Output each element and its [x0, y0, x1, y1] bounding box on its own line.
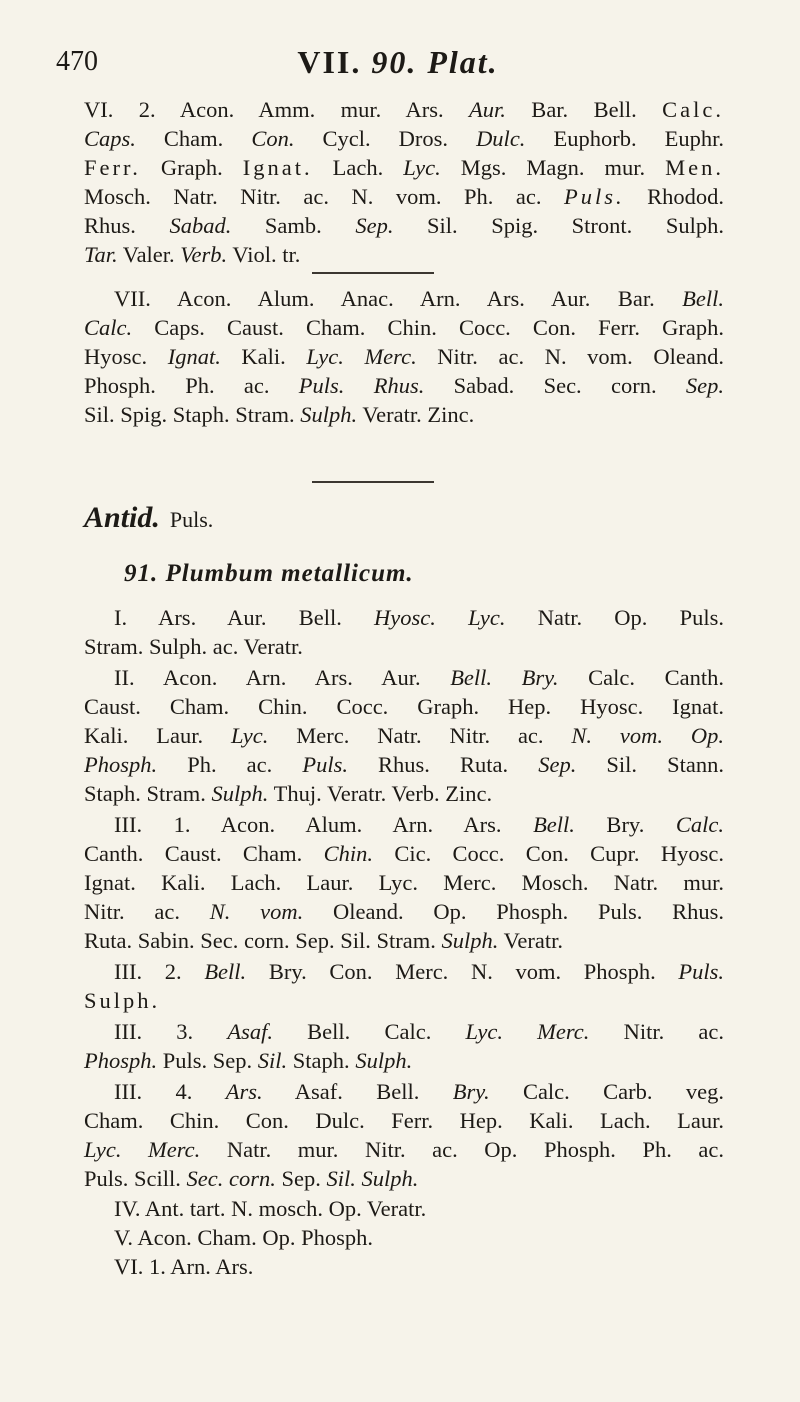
text-line: III. 2. Bell. Bry. Con. Merc. N. vom. Phosph. Puls.	[114, 959, 724, 984]
text-line: III. 1. Acon. Alum. Arn. Ars. Bell. Bry. Calc.	[114, 812, 724, 837]
text-line: Phosph. Ph. ac. Puls. Rhus. Ruta. Sep. Sil. Stann.	[84, 752, 724, 777]
running-head	[56, 44, 740, 81]
text-line: Ignat. Kali. Lach. Laur. Lyc. Merc. Mosch. Natr. mur.	[84, 870, 724, 895]
text-line: Phosph. Puls. Sep. Sil. Staph. Sulph.	[84, 1048, 413, 1073]
text-line: V. Acon. Cham. Op. Phosph.	[114, 1225, 373, 1250]
entry-v	[84, 1223, 724, 1252]
text-line: VI. 2. Acon. Amm. mur. Ars. Aur. Bar. Bell. Calc.	[84, 97, 724, 122]
text-line: VI. 1. Arn. Ars.	[114, 1254, 254, 1279]
page-number: 470	[56, 46, 98, 77]
entry-vi-2	[84, 95, 724, 269]
text-line: Sulph.	[84, 988, 161, 1013]
text-line: Puls. Scill. Sec. corn. Sep. Sil. Sulph.	[84, 1166, 419, 1191]
entry-vi-1	[84, 1252, 724, 1281]
text-line: Cham. Chin. Con. Dulc. Ferr. Hep. Kali. Lach. Laur.	[84, 1108, 724, 1133]
text-line: Tar. Valer. Verb. Viol. tr.	[84, 242, 301, 267]
running-head-roman: VII.	[297, 44, 362, 80]
text-line: Phosph. Ph. ac. Puls. Rhus. Sabad. Sec. corn. Sep.	[84, 373, 725, 398]
entry-iii-1	[84, 810, 724, 955]
entry-vii	[84, 284, 724, 429]
text-line: Ruta. Sabin. Sec. corn. Sep. Sil. Stram. Sulph. Veratr.	[84, 928, 563, 953]
text-line: Canth. Caust. Cham. Chin. Cic. Cocc. Con. Cupr. Hyosc.	[84, 841, 724, 866]
text-line: VII. Acon. Alum. Anac. Arn. Ars. Aur. Bar. Bell.	[114, 286, 724, 311]
text-line: III. 3. Asaf. Bell. Calc. Lyc. Merc. Nitr. ac.	[114, 1019, 725, 1044]
text-line: Caps. Cham. Con. Cycl. Dros. Dulc. Euphorb. Euphr.	[84, 126, 724, 151]
running-head-number: 90.	[371, 44, 418, 80]
text-line: Hyosc. Ignat. Kali. Lyc. Merc. Nitr. ac. N. vom. Oleand.	[84, 344, 724, 369]
entry-iii-3	[84, 1017, 724, 1075]
page-header	[56, 46, 740, 86]
text-line: Stram. Sulph. ac. Veratr.	[84, 634, 303, 659]
entry-iv	[84, 1194, 724, 1223]
text-line: I. Ars. Aur. Bell. Hyosc. Lyc. Natr. Op. Puls.	[114, 605, 725, 630]
text-line: Sil. Spig. Staph. Stram. Sulph. Veratr. Zinc.	[84, 402, 475, 427]
text-line: Rhus. Sabad. Samb. Sep. Sil. Spig. Stront. Sulph.	[84, 213, 724, 238]
text-line: II. Acon. Arn. Ars. Aur. Bell. Bry. Calc. Canth.	[114, 665, 724, 690]
text-line: IV. Ant. tart. N. mosch. Op. Veratr.	[114, 1196, 427, 1221]
remedy-heading: 91. Plumbum metallicum.	[124, 560, 414, 587]
text-line: Kali. Laur. Lyc. Merc. Natr. Nitr. ac. N. vom. Op.	[84, 723, 725, 748]
text-line: Mosch. Natr. Nitr. ac. N. vom. Ph. ac. Puls. Rhodod.	[84, 184, 724, 209]
entry-iii-2	[84, 957, 724, 1015]
divider-rule	[312, 481, 434, 483]
entry-ii	[84, 663, 724, 808]
antidote-heading: Antid. Puls.	[84, 501, 214, 534]
text-line: Ferr. Graph. Ignat. Lach. Lyc. Mgs. Magn. mur. Men.	[84, 155, 725, 180]
entry-i	[84, 603, 724, 661]
text-line: Lyc. Merc. Natr. mur. Nitr. ac. Op. Phosph. Ph. ac.	[84, 1137, 724, 1162]
divider-rule	[312, 272, 434, 274]
entry-iii-4	[84, 1077, 724, 1193]
text-line: Staph. Stram. Sulph. Thuj. Veratr. Verb. Zinc.	[84, 781, 493, 806]
text-line: Nitr. ac. N. vom. Oleand. Op. Phosph. Puls. Rhus.	[84, 899, 725, 924]
text-line: III. 4. Ars. Asaf. Bell. Bry. Calc. Carb. veg.	[114, 1079, 724, 1104]
text-line: Calc. Caps. Caust. Cham. Chin. Cocc. Con. Ferr. Graph.	[84, 315, 724, 340]
text-line: Caust. Cham. Chin. Cocc. Graph. Hep. Hyosc. Ignat.	[84, 694, 724, 719]
running-head-title: Plat.	[427, 44, 499, 80]
